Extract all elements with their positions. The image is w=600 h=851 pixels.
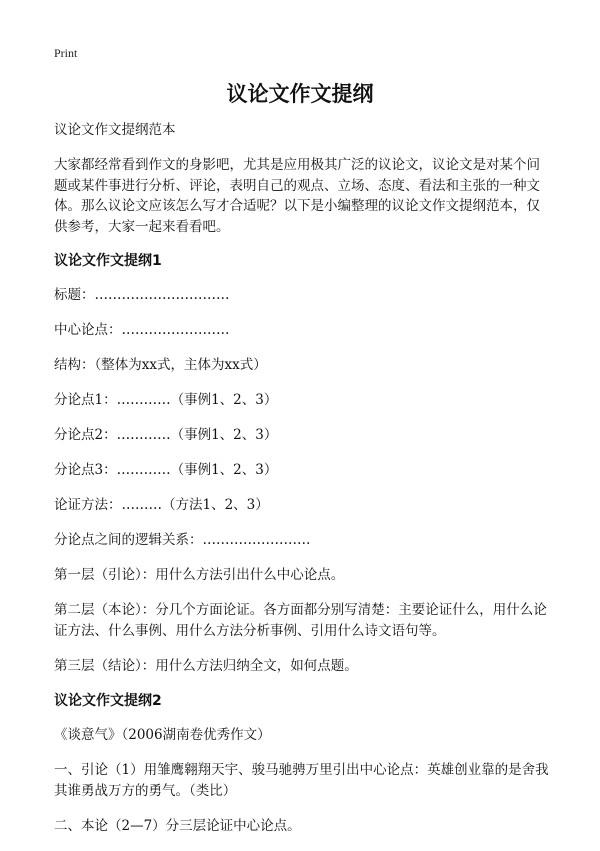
print-label: Print	[54, 46, 78, 60]
document-title: 议论文作文提纲	[226, 82, 374, 106]
outline-line-structure: 结构：（整体为xx式，主体为xx式）	[54, 357, 267, 373]
section-heading-1: 议论文作文提纲1	[54, 253, 162, 269]
outline-line-methods: 论证方法：………（方法1、2、3）	[54, 497, 269, 513]
essay-intro-line: 一、引论（1）用雏鹰翱翔天宇、骏马驰骋万里引出中心论点：英雄创业靠的是舍我其谁勇战万方的勇气。（类比）	[54, 762, 549, 799]
essay-title-line: 《谈意气》（2006湖南卷优秀作文）	[54, 727, 271, 743]
outline-line-point-2: 分论点2：…………（事例1、2、3）	[54, 427, 278, 443]
outline-line-point-1: 分论点1：…………（事例1、2、3）	[54, 392, 278, 408]
outline-line-layer-3: 第三层（结论）：用什么方法归纳全文，如何点题。	[54, 658, 358, 674]
essay-body-line: 二、本论（2—7）分三层论证中心论点。	[54, 818, 301, 834]
document-subtitle: 议论文作文提纲范本	[54, 122, 176, 138]
outline-line-layer-2: 第二层（本论）：分几个方面论证。各方面都分别写清楚：主要论证什么，用什么论证方法、什么事例、用什么方法分析事例、引用什么诗文语句等。	[54, 602, 547, 639]
outline-line-logic: 分论点之间的逻辑关系：……………………	[54, 532, 311, 548]
outline-line-thesis: 中心论点：……………………	[54, 322, 230, 338]
outline-line-point-3: 分论点3：…………（事例1、2、3）	[54, 462, 278, 478]
intro-paragraph: 大家都经常看到作文的身影吧，尤其是应用极其广泛的议论文，议论文是对某个问题或某件事进行分析、评论，表明自己的观点、立场、态度、看法和主张的一种文体。那么议论文应该怎么写才合适呢？以下是小编整理的议论文作文提纲范本，仅供参考，大家一起来看看吧。	[54, 157, 540, 235]
outline-line-title: 标题：…………………………	[54, 287, 230, 303]
outline-line-layer-1: 第一层（引论）：用什么方法引出什么中心论点。	[54, 567, 345, 583]
document-body	[54, 120, 550, 851]
section-heading-2: 议论文作文提纲2	[54, 693, 162, 709]
